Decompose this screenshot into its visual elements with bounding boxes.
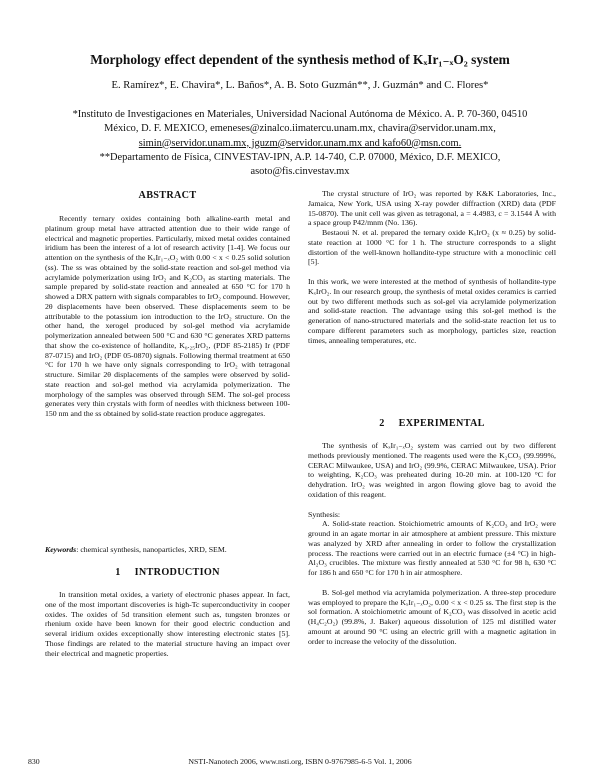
experimental-paragraph-1: The synthesis of KₓIr₁₋ₓO₂ system was carried out by two different methods previously mentioned. The reagents used were the K₂CO₃ (99.999%, CERAC Milwaukee, USA) and IrO₂ (99.9%, CERAC Milwaukee, USA). Prior to weighting, K₂CO₃ was preheated during 10-20 min. at 100-120 °C for dehydration. IrO₂ was weighted in argon flowing glove bag to avoid the oxidation of this reagent. bbox=[308, 441, 556, 499]
abstract-text: Recently ternary oxides containing both alkaline-earth metal and platinum group metal have attracted attention due to their wide range of electrical and magnetic properties. Particularly, mixed metal oxides contained iridium has been the interest of a lot of research activity [1-4]. We focus our attention on the synthesis of the KₓIr₁₋ₓO₂ with 0.00 < x < 0.25 solid solution (ss). The ss was obtained by the solid-state reaction and sol-gel method via acrylamide polymerization using IrO₂ and K₂CO₃ as starting materials. The sample prepared by solid-state reaction and annealed at 650 °C for 170 h showed a DRX pattern with signals comparables to IrO₂ compound. However, 2θ displacements have been observed. These displacements seem to be attributable to the potassium ion introduction to the IrO₂ structure. On the other hand, the xerogel produced by sol-gel method via acrylamide polymerization annealed between 500 °C and 630 °C generates XRD patterns that show the co-existence of hollandite, K₀.₂₅IrO₂, (PDF 85-2185) Ir (PDF 87-0715) and IrO₂ (PDF 05-0870) signals. Following thermal treatment at 650 °C for 170 h we have only signals corresponding to IrO₂ with tetragonal structure. Similar 2θ displacements of the samples were observed by solid-state reaction and sol-gel method via acrylamida polymerization. The morphology of the samples was observed through SEM. The sol-gel process generates very thin crystals with form of needles with thickness between 100-150 nm and the ss obtained by solid-state reaction produce aggregates. bbox=[45, 214, 290, 418]
abstract-heading: ABSTRACT bbox=[138, 190, 197, 201]
right-column-intro bbox=[308, 189, 556, 345]
paper-title: Morphology effect dependent of the synthesis method of KₓIr₁₋ₓO₂ system bbox=[90, 52, 510, 67]
right-paragraph-3: In this work, we were interested at the method of synthesis of hollandite-type KₓIrO₂. In our research group, the synthesis of metal oxides ceramics is carried out by two different methods such as sol-gel via acrylamide polymerization and solid-state reaction. The advantage using this sol-gel method is the generation of nano-structured materials and the solid-state reaction let us to compare different parameters such as morphology, particles size, reaction times, annealing temperatures, etc. bbox=[308, 277, 556, 345]
affiliation-line-5: asoto@fis.cinvestav.mx bbox=[250, 166, 350, 178]
solid-state-paragraph: A. Solid-state reaction. Stoichiometric amounts of K₂CO₃ and IrO₂ were ground in an agate mortar in air atmosphere at ambient pressure. This mixture was analyzed by XRD after annealing in order to follow the crystallization process. The reactions were carried out in an electric furnace (±4 °C) in high-Al₂O₃ crucibles. The mixture was firstly annealed at 530 °C for 98 h, 630 °C for 186 h and 650 °C for 170 h in air atmosphere. bbox=[308, 519, 556, 577]
page-number: 830 bbox=[28, 757, 40, 766]
author-list: E. Ramírez*, E. Chavira*, L. Baños*, A. B. Soto Guzmán**, J. Guzmán* and C. Flores* bbox=[111, 80, 489, 91]
introduction-number: 1 bbox=[115, 567, 121, 578]
keywords bbox=[45, 545, 290, 555]
abstract-body bbox=[45, 214, 290, 419]
affiliation-line-4: **Departamento de Física, CINVESTAV-IPN, A.P. 14-740, C.P. 07000, México, D.F. MEXICO, bbox=[99, 151, 501, 163]
right-paragraph-1: The crystal structure of IrO₂ was reported by K&K Laboratories, Inc., Jamaica, New York, USA using X-ray powder diffraction (XRD) data (PDF 15-0870). The unit cell was given as tetragonal, a = 4.4983, c = 3.1544 Å with a space group P42/mnm (No. 136). bbox=[308, 189, 556, 228]
footer-citation: NSTI-Nanotech 2006, www.nsti.org, ISBN 0-9767985-6-5 Vol. 1, 2006 bbox=[188, 757, 412, 766]
affiliation-line-3[interactable]: simin@servidor.unam.mx, jguzm@servidor.unam.mx and kafo60@msn.com. bbox=[138, 137, 462, 149]
keywords-label: Keywords bbox=[45, 545, 77, 554]
experimental-body bbox=[308, 441, 556, 646]
experimental-heading bbox=[308, 418, 556, 429]
introduction-text: In transition metal oxides, a variety of electronic phases appear. In fact, one of the most important discoveries is high-Tc superconductivity in cooper oxides. The oxides of 5d transition element such as, tungsten bronzes or rhenium oxide have been known for their good electric conduction and several iridium oxides exceptionally show interesting electronic states [5]. Those findings are related to the material structure having an impact over their electrical and magnetic properties. bbox=[45, 590, 290, 658]
keywords-text: : chemical synthesis, nanoparticles, XRD, SEM. bbox=[76, 545, 227, 554]
introduction-title: INTRODUCTION bbox=[134, 567, 220, 578]
experimental-title: EXPERIMENTAL bbox=[398, 418, 485, 429]
introduction-heading bbox=[45, 567, 290, 578]
affiliations bbox=[40, 108, 560, 179]
sol-gel-paragraph: B. Sol-gel method via acrylamida polymerization. A three-step procedure was employed to prepare the KₓIr₁₋ₓO₂, 0.00 < x < 0.25 ss. The first step is the sol formation. A stoichiometric amount of K₂CO₃ was dissolved in acetic acid (H₄C₂O₂) (99.8%, J. Baker) aqueous dissolution of 125 ml distilled water amount at around 90 °C using an electric grill with a magnetic agitation in order to increase the velocity of the dissolution. bbox=[308, 587, 556, 646]
affiliation-line-1: *Instituto de Investigaciones en Materiales, Universidad Nacional Autónoma de México. A. P. 70-360, 04510 bbox=[72, 109, 528, 120]
right-paragraph-2: Bestaoui N. et al. prepared the ternary oxide KₓIrO₂ (x ≈ 0.25) by solid-state reaction at 1000 °C for 1 h. The structure corresponds to a slight distortion of the well-known hollandite-type structure with a monoclinic cell [5]. bbox=[308, 228, 556, 267]
synthesis-label: Synthesis: bbox=[308, 509, 341, 519]
experimental-number: 2 bbox=[379, 418, 385, 429]
affiliation-line-2: México, D. F. MEXICO, emeneses@zinalco.iimatercu.unam.mx, chavira@servidor.unam.mx, bbox=[104, 123, 496, 135]
introduction-body bbox=[45, 590, 290, 658]
